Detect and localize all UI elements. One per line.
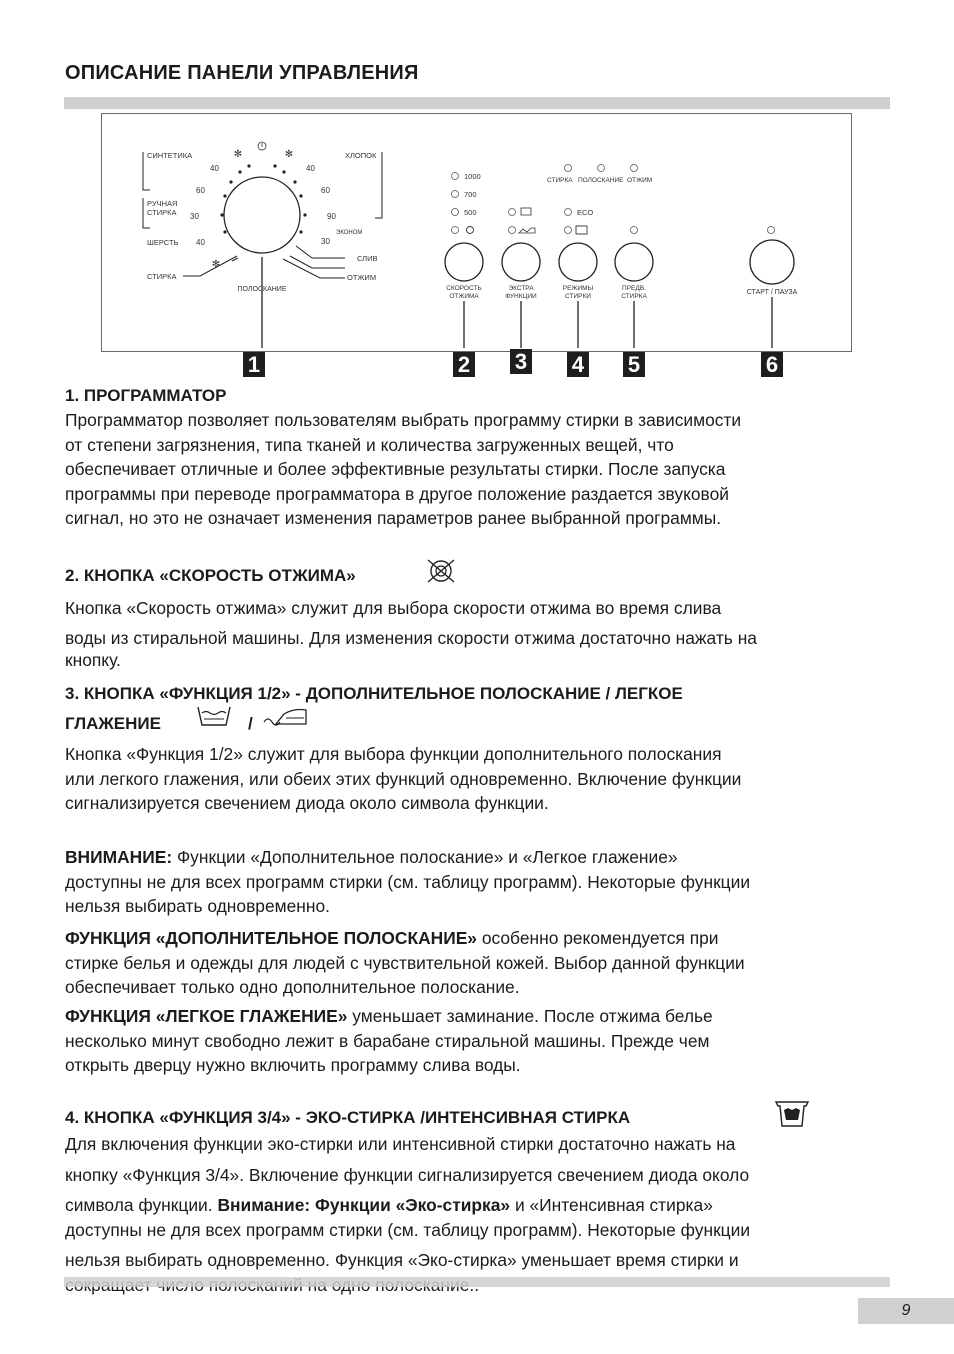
section-3-title-line-1: 3. КНОПКА «ФУНКЦИЯ 1/2» - ДОПОЛНИТЕЛЬНОЕ ПОЛОСКАНИЕ / ЛЕГКОЕ	[65, 684, 683, 703]
dial-label-drain: СЛИВ	[357, 254, 378, 263]
marker-1: 1	[243, 352, 265, 377]
svg-text:90: 90	[327, 212, 336, 221]
page-number: 9	[858, 1298, 954, 1324]
marker-5: 5	[623, 352, 645, 377]
function-3-4-button	[559, 243, 597, 281]
svg-text:ЭКСТРА: ЭКСТРА	[508, 285, 534, 292]
section-4-text: Для включения функции эко-стирки или интенсивной стирки достаточно нажать на кнопку «Функция 3/4». Включение функции сигнализируется свечением диода около символа функции. Внимание: Функции «Эко-стирка» и «Интенсивная стирка» доступны не для всех программ стирки (см. таблицу программ). Некоторые функции нельзя выбирать одновременно. Функция «Эко-стирка» уменьшает время стирки и	[65, 1134, 751, 1271]
intensive-small-icon	[576, 226, 587, 234]
no-spin-icon	[467, 227, 474, 234]
program-dial	[224, 177, 300, 253]
dial-label-synthetics: СИНТЕТИКА	[147, 151, 193, 160]
easy-iron-icon	[262, 706, 310, 728]
section-3-title-slash: /	[248, 714, 253, 733]
svg-text:ПРЕДВ.: ПРЕДВ.	[622, 285, 646, 292]
status-label-wash: СТИРКА	[547, 177, 573, 184]
cold-wash-icon-bottom: ✻	[211, 259, 221, 270]
spin-speed-icon	[425, 558, 457, 584]
easy-iron-paragraph: ФУНКЦИЯ «ЛЕГКОЕ ГЛАЖЕНИЕ» уменьшает заминание. После отжима белье несколько минут свободно лежит в барабане стиральной машины. Прежде чем открыть дверцу нужно включить программу слива воды.	[65, 1006, 713, 1076]
control-panel-drawing	[0, 0, 954, 390]
page-title: ОПИСАНИЕ ПАНЕЛИ УПРАВЛЕНИЯ	[65, 62, 419, 84]
start-pause-button	[750, 240, 794, 284]
svg-text:30: 30	[190, 212, 199, 221]
svg-text:ФУНКЦИИ: ФУНКЦИИ	[505, 293, 537, 300]
marker-4: 4	[567, 352, 589, 377]
section-3-text: Кнопка «Функция 1/2» служит для выбора функции дополнительного полоскания или легкого глажения, или обеих этих функций одновременно. Включение функции сигнализируется свечением диода около символа функции.	[65, 744, 742, 814]
svg-text:СТИРКА: СТИРКА	[621, 293, 647, 300]
section-3-title-line-2: ГЛАЖЕНИЕ	[65, 714, 161, 733]
speed-700: 700	[464, 190, 477, 199]
svg-text:СТИРКИ: СТИРКИ	[565, 293, 591, 300]
speed-500: 500	[464, 208, 477, 217]
cold-wash-icon-right: ✻	[284, 149, 294, 160]
marker-6: 6	[761, 352, 783, 377]
svg-text:40: 40	[306, 164, 315, 173]
status-label-rinse: ПОЛОСКАНИЕ	[578, 177, 624, 184]
section-2-text: Кнопка «Скорость отжима» служит для выбора скорости отжима во время слива воды из стиральной машины. Для изменения скорости отжима достаточно нажать на кнопку.	[65, 598, 757, 670]
svg-text:40: 40	[210, 164, 219, 173]
svg-text:РЕЖИМЫ: РЕЖИМЫ	[562, 285, 594, 292]
section-1-text: Программатор позволяет пользователям выбрать программу стирки в зависимости от степени загрязнения, типа тканей и количества загруженных вещей, что обеспечивает отличные и более эффективные результаты стирки. После запуска программы при переводе программатора в другое положение раздается звуковой сигнал, но это не означает изменения параметров ранее выбранной программы.	[65, 410, 742, 529]
section-2-title: 2. КНОПКА «СКОРОСТЬ ОТЖИМА»	[65, 566, 356, 585]
dial-label-wool: ШЕРСТЬ	[147, 238, 179, 247]
cold-wash-icon-left: ✻	[233, 149, 243, 160]
status-label-spin: ОТЖИМ	[627, 177, 653, 184]
svg-text:ОТЖИМА: ОТЖИМА	[449, 293, 479, 300]
svg-text:СКОРОСТЬ: СКОРОСТЬ	[446, 285, 482, 292]
dial-position-dots	[220, 164, 306, 233]
warning-paragraph: ВНИМАНИЕ: Функции «Дополнительное полоскание» и «Легкое глажение» доступны не для всех программ стирки (см. таблицу программ). Некоторые функции нельзя выбирать одновременно.	[65, 847, 751, 917]
extra-rinse-paragraph: ФУНКЦИЯ «ДОПОЛНИТЕЛЬНОЕ ПОЛОСКАНИЕ» особенно рекомендуется при стирке белья и одежды для людей с чувствительной кожей. Выбор данной функции обеспечивает только одно дополнительное полоскание.	[65, 928, 745, 998]
function-1-2-button	[502, 243, 540, 281]
marker-2: 2	[453, 352, 475, 377]
dial-label-econom: ЭКОНОМ	[336, 230, 363, 236]
svg-text:СТИРКА: СТИРКА	[147, 208, 177, 217]
speed-1000: 1000	[464, 172, 481, 181]
dial-label-rinse: ПОЛОСКАНИЕ	[237, 286, 287, 293]
spin-speed-leds	[452, 165, 775, 234]
dial-label-wash: СТИРКА	[147, 272, 177, 281]
section-1-title: 1. ПРОГРАММАТОР	[65, 386, 227, 405]
section-4-title: 4. КНОПКА «ФУНКЦИЯ 3/4» - ЭКО-СТИРКА /ИНТЕНСИВНАЯ СТИРКА	[65, 1108, 631, 1127]
spin-speed-button	[445, 243, 483, 281]
eco-label: ECO	[577, 208, 594, 217]
svg-text:30: 30	[321, 237, 330, 246]
footer-divider	[64, 1277, 890, 1287]
easy-iron-small-icon	[519, 228, 535, 233]
extra-rinse-icon	[196, 705, 232, 729]
dial-label-handwash: РУЧНАЯ	[147, 199, 178, 208]
svg-text:60: 60	[321, 186, 330, 195]
dial-label-spin: ОТЖИМ	[347, 273, 377, 282]
svg-text:40: 40	[196, 238, 205, 247]
marker-3: 3	[510, 349, 532, 374]
extra-rinse-small-icon	[521, 208, 531, 215]
warning-label: ВНИМАНИЕ:	[65, 847, 173, 867]
svg-text:60: 60	[196, 186, 205, 195]
dial-label-cotton: ХЛОПОК	[345, 151, 377, 160]
intensive-wash-icon	[774, 1100, 810, 1128]
prewash-button	[615, 243, 653, 281]
svg-text:СТАРТ / ПАУЗА: СТАРТ / ПАУЗА	[746, 289, 798, 296]
